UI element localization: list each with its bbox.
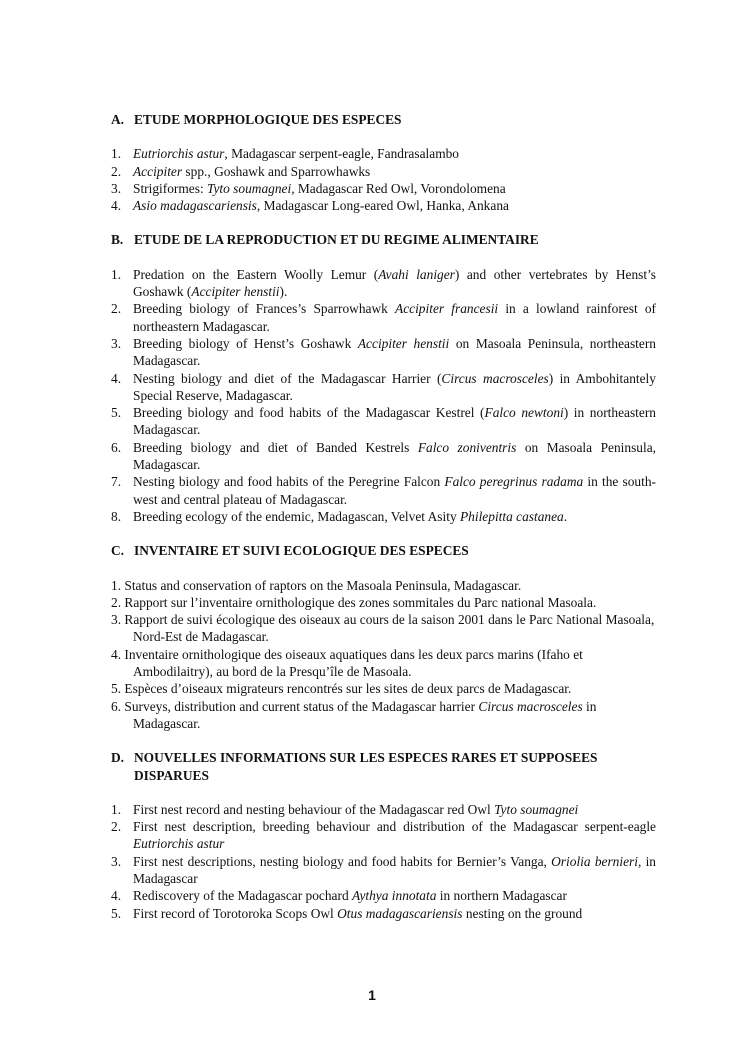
item-text bbox=[133, 300, 656, 335]
species-name: Falco zoniventris bbox=[417, 439, 517, 455]
item-number: 4. bbox=[111, 198, 122, 214]
text-run: Surveys, distribution and current status of the Madagascar harrier bbox=[124, 698, 479, 714]
text-run: First nest description, breeding behaviour and distribution of the Madagascar serpent-eagle bbox=[133, 819, 656, 835]
item-text bbox=[133, 335, 656, 370]
item-text bbox=[124, 681, 571, 696]
text-run: Breeding biology of Frances’s Sparrowhawk bbox=[133, 301, 396, 317]
item-text bbox=[124, 595, 596, 610]
text-run: Inventaire ornithologique des oiseaux aquatiques dans les deux parcs marins (Ifaho et Ambodilaitry), au bord de la Presqu’île de Masoala. bbox=[124, 646, 583, 680]
text-run: Nesting biology and food habits of the Peregrine Falcon bbox=[133, 474, 445, 490]
species-name: Asio madagascariensis bbox=[133, 198, 257, 214]
text-run: , in Madagascar bbox=[133, 853, 656, 886]
species-name: Avahi laniger bbox=[378, 266, 455, 282]
item-number: 2. bbox=[111, 163, 122, 179]
species-name: Circus macrosceles bbox=[441, 370, 549, 386]
section-a bbox=[111, 111, 656, 214]
text-run: on Masoala Peninsula, Madagascar. bbox=[133, 439, 656, 473]
list-item bbox=[111, 646, 656, 681]
text-run: ). bbox=[279, 284, 288, 300]
item-number: 1. bbox=[111, 266, 122, 282]
item-number: 1. bbox=[111, 146, 122, 162]
text-run: Breeding biology and diet of Banded Kestrels bbox=[133, 439, 418, 455]
item-number: 3. bbox=[111, 335, 122, 351]
item-number: 6. bbox=[111, 439, 122, 455]
species-name: Eutriorchis astur bbox=[133, 836, 225, 852]
item-number: 1. bbox=[111, 801, 122, 817]
item-number: 6. bbox=[111, 698, 125, 714]
section-heading: C. INVENTAIRE ET SUIVI ECOLOGIQUE DES ESPECES bbox=[111, 543, 469, 559]
item-number: 4. bbox=[111, 646, 125, 662]
text-run: spp., Goshawk and Sparrowhawks bbox=[182, 163, 371, 179]
list-item bbox=[111, 577, 656, 594]
item-number: 2. bbox=[111, 594, 125, 610]
species-name: Falco peregrinus radama bbox=[444, 474, 584, 490]
text-run: Status and conservation of raptors on the Masoala Peninsula, Madagascar. bbox=[124, 577, 522, 593]
section-heading: D. NOUVELLES INFORMATIONS SUR LES ESPECES RARES ET SUPPOSEES DISPARUES bbox=[111, 750, 598, 783]
species-name: Accipiter henstii bbox=[191, 284, 280, 300]
list-item bbox=[111, 370, 656, 405]
item-number: 1. bbox=[111, 577, 125, 593]
item-number: 2. bbox=[111, 301, 122, 317]
list-item bbox=[111, 266, 656, 301]
item-text bbox=[133, 370, 656, 405]
text-run: First record of Torotoroka Scops Owl bbox=[133, 905, 338, 921]
text-run: Rapport de suivi écologique des oiseaux au cours de la saison 2001 dans le Parc National Masoala, Nord-Est de Madagascar. bbox=[124, 612, 655, 645]
section-heading: B. ETUDE DE LA REPRODUCTION ET DU REGIME ALIMENTAIRE bbox=[111, 232, 539, 248]
species-name: Oriolia bernieri bbox=[551, 853, 638, 869]
species-name: Falco newtoni bbox=[484, 405, 564, 421]
text-run: Predation on the Eastern Woolly Lemur ( bbox=[133, 266, 379, 282]
list-item bbox=[111, 853, 656, 888]
text-run: ) and other vertebrates by Henst’s Goshawk ( bbox=[133, 266, 657, 300]
text-run: Nesting biology and diet of the Madagascar Harrier ( bbox=[133, 370, 442, 386]
item-text bbox=[133, 266, 656, 301]
text-run: Breeding biology of Henst’s Goshawk bbox=[133, 335, 358, 351]
item-text bbox=[133, 853, 656, 888]
text-run: in the south-west and central plateau of Madagascar. bbox=[133, 474, 656, 507]
section-c-list bbox=[111, 577, 656, 733]
item-text bbox=[133, 801, 656, 818]
text-run: in Madagascar. bbox=[133, 698, 597, 731]
item-number: 3. bbox=[111, 180, 122, 196]
species-name: Accipiter francesii bbox=[395, 301, 499, 317]
species-name: Tyto soumagnei bbox=[494, 801, 579, 817]
item-text bbox=[124, 612, 654, 644]
item-text bbox=[124, 647, 583, 679]
item-number: 3. bbox=[111, 853, 122, 869]
list-item bbox=[111, 508, 656, 525]
text-run: Breeding biology and food habits of the Madagascar Kestrel ( bbox=[133, 405, 485, 421]
section-b-list bbox=[111, 266, 656, 525]
text-run: Strigiformes: bbox=[133, 180, 208, 196]
list-item bbox=[111, 594, 656, 611]
item-number: 4. bbox=[111, 888, 122, 904]
text-run: Breeding ecology of the endemic, Madagascan, Velvet Asity bbox=[133, 508, 460, 524]
item-number: 5. bbox=[111, 681, 125, 697]
list-item bbox=[111, 801, 656, 818]
text-run: , Madagascar serpent-eagle, Fandrasalambo bbox=[224, 146, 459, 162]
text-run: Rediscovery of the Madagascar pochard bbox=[133, 888, 352, 904]
species-name: Circus macrosceles bbox=[478, 698, 583, 714]
list-item bbox=[111, 818, 656, 853]
document-body bbox=[111, 111, 656, 939]
list-item bbox=[111, 473, 656, 508]
item-text bbox=[124, 699, 596, 731]
item-number: 7. bbox=[111, 474, 122, 490]
species-name: Eutriorchis astur bbox=[133, 146, 225, 162]
item-number: 4. bbox=[111, 370, 122, 386]
item-text bbox=[133, 508, 656, 525]
list-item bbox=[111, 905, 656, 922]
item-text bbox=[133, 905, 656, 922]
item-text bbox=[133, 473, 656, 508]
list-item bbox=[111, 145, 656, 162]
species-name: Tyto soumagnei bbox=[207, 180, 292, 196]
list-item bbox=[111, 611, 656, 646]
text-run: Espèces d’oiseaux migrateurs rencontrés sur les sites de deux parcs de Madagascar. bbox=[124, 681, 572, 697]
list-item bbox=[111, 197, 656, 214]
section-heading: A. ETUDE MORPHOLOGIQUE DES ESPECES bbox=[111, 112, 402, 127]
species-name: Otus madagascariensis bbox=[337, 905, 463, 921]
species-name: Accipiter henstii bbox=[357, 335, 450, 351]
text-run: ) in Ambohitantely Special Reserve, Madagascar. bbox=[133, 370, 656, 403]
text-run: . bbox=[563, 508, 568, 524]
list-item bbox=[111, 163, 656, 180]
list-item bbox=[111, 180, 656, 197]
item-number: 3. bbox=[111, 612, 125, 628]
species-name: Aythya innotata bbox=[352, 888, 437, 904]
text-run: on Masoala Peninsula, northeastern Madagascar. bbox=[133, 335, 656, 369]
text-run: , Madagascar Long-eared Owl, Hanka, Ankana bbox=[256, 198, 509, 214]
item-text bbox=[133, 404, 656, 439]
list-item bbox=[111, 439, 656, 474]
item-number: 2. bbox=[111, 819, 122, 835]
page-number: 1 bbox=[368, 987, 376, 1003]
item-text bbox=[124, 578, 521, 593]
item-text bbox=[133, 163, 656, 180]
text-run: ) in northeastern Madagascar. bbox=[133, 405, 656, 438]
species-name: Philepitta castanea bbox=[459, 508, 564, 524]
list-item bbox=[111, 887, 656, 904]
list-item bbox=[111, 680, 656, 697]
item-text bbox=[133, 197, 656, 214]
item-text bbox=[133, 180, 656, 197]
item-number: 5. bbox=[111, 405, 122, 421]
list-item bbox=[111, 404, 656, 439]
text-run: in northern Madagascar bbox=[436, 888, 567, 904]
list-item bbox=[111, 300, 656, 335]
item-text bbox=[133, 145, 656, 162]
text-run: First nest record and nesting behaviour of the Madagascar red Owl bbox=[133, 801, 495, 817]
text-run: First nest descriptions, nesting biology and food habits for Bernier’s Vanga, bbox=[133, 853, 552, 869]
item-number: 5. bbox=[111, 905, 122, 921]
section-a-list bbox=[111, 145, 656, 214]
text-run: Rapport sur l’inventaire ornithologique des zones sommitales du Parc national Masoala. bbox=[124, 594, 597, 610]
section-c bbox=[111, 542, 656, 732]
list-item bbox=[111, 335, 656, 370]
item-number: 8. bbox=[111, 508, 122, 524]
text-run: in a lowland rainforest of northeastern Madagascar. bbox=[133, 301, 657, 334]
item-text bbox=[133, 887, 656, 904]
species-name: Accipiter bbox=[133, 163, 183, 179]
section-d-list bbox=[111, 801, 656, 922]
text-run: nesting on the ground bbox=[462, 905, 583, 921]
item-text bbox=[133, 818, 656, 853]
section-b bbox=[111, 231, 656, 525]
text-run: , Madagascar Red Owl, Vorondolomena bbox=[291, 180, 506, 196]
list-item bbox=[111, 698, 656, 733]
item-text bbox=[133, 439, 656, 474]
section-d bbox=[111, 749, 656, 922]
